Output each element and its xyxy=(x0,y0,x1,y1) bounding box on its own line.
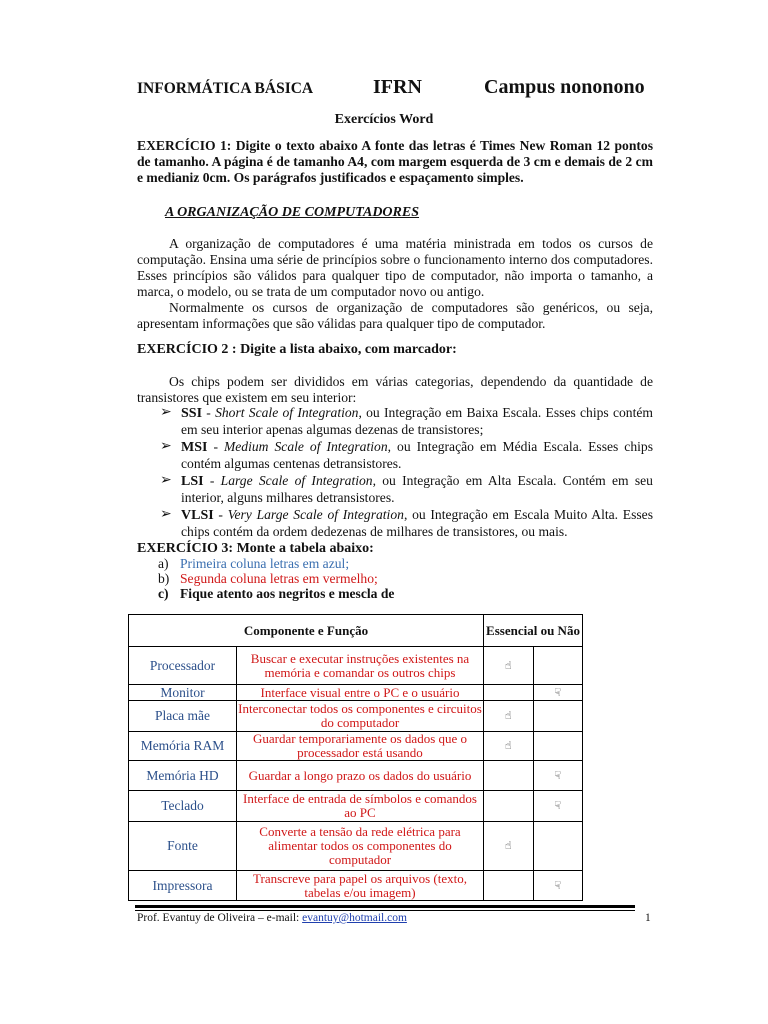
list-marker: a) xyxy=(158,556,169,571)
chip-bullet-item xyxy=(160,473,653,506)
separator: - xyxy=(213,507,228,522)
list-marker: b) xyxy=(158,571,170,586)
separator: - xyxy=(203,473,221,488)
arrow-bullet-icon: ➢ xyxy=(160,472,172,488)
paragraph-1: A organização de computadores é uma matéria ministrada em todos os cursos de computação. Ensina uma série de princípios sobre o funcionamento interno dos computadores. Esses princípios são válidos para qualquer tipo de computador, não importa o tamanho, a marca, o modelo, ou se trata de um computador novo ou antigo. xyxy=(137,236,653,299)
component-function: Interconectar todos os componentes e circuitos do computador xyxy=(238,701,482,730)
component-name: Impressora xyxy=(129,871,237,901)
table-row xyxy=(129,791,583,822)
essential-no-icon: ☟ xyxy=(533,761,583,791)
chip-description: , ou Integração em Média Escala. Esses chips contém algumas centenas detransistores. xyxy=(181,439,653,471)
footer-rule-thick xyxy=(135,905,635,908)
exercise3-list-item xyxy=(158,586,394,601)
campus-name: Campus nononono xyxy=(484,76,645,98)
table-header-row xyxy=(129,615,583,647)
component-name: Teclado xyxy=(129,791,237,822)
essential-yes-icon: ☝ xyxy=(484,732,534,761)
component-function: Interface de entrada de símbolos e comandos ao PC xyxy=(237,791,484,822)
page-subtitle: Exercícios Word xyxy=(334,112,434,127)
footer-rule-thin xyxy=(135,910,635,911)
essential-yes-icon xyxy=(484,761,534,791)
chip-bullet-item xyxy=(160,405,653,438)
chip-bullet-list xyxy=(160,405,653,541)
list-item-text: Fique atento aos negritos e mescla de xyxy=(180,586,395,601)
separator: - xyxy=(207,439,224,454)
essential-yes-icon xyxy=(484,871,534,901)
table-row xyxy=(129,761,583,791)
component-function: Transcreve para papel os arquivos (texto, tabelas e/ou imagem) xyxy=(237,871,484,901)
chip-description: , ou Integração em Baixa Escala. Esses chips contém em seu interior apenas algumas dezenas de transistores; xyxy=(181,405,653,437)
component-name: Fonte xyxy=(129,822,237,871)
table-row xyxy=(129,732,583,761)
exercise3-list xyxy=(158,556,394,601)
chip-bullet-item xyxy=(160,507,653,540)
chip-code: MSI xyxy=(181,440,208,455)
components-table xyxy=(128,614,583,901)
table-row xyxy=(129,685,583,701)
component-function: Interface visual entre o PC e o usuário xyxy=(237,685,484,701)
table-row xyxy=(129,822,583,871)
table-row xyxy=(129,647,583,685)
list-item-text: Segunda coluna letras em vermelho; xyxy=(180,571,378,586)
exercise3-list-item xyxy=(158,556,394,571)
chip-scale-name: Short Scale of Integration xyxy=(215,405,359,420)
chip-scale-name: Medium Scale of Integration xyxy=(223,439,388,454)
footer-credit xyxy=(137,912,407,924)
essential-no-icon xyxy=(533,822,583,871)
header-essential: Essencial ou Não xyxy=(484,615,583,647)
footer-author: Prof. Evantuy de Oliveira – e-mail: xyxy=(137,912,303,924)
chip-description: , ou Integração em Alta Escala. Contém em seu interior, alguns milhares detransistores. xyxy=(181,473,653,505)
table-row xyxy=(129,871,583,901)
section-title: A ORGANIZAÇÃO DE COMPUTADORES xyxy=(165,205,420,220)
chip-code: VLSI xyxy=(181,508,214,523)
chip-scale-name: Large Scale of Integration xyxy=(220,473,373,488)
component-name: Placa mãe xyxy=(129,701,237,732)
essential-yes-icon: ☝ xyxy=(484,701,534,732)
arrow-bullet-icon: ➢ xyxy=(160,438,172,454)
chips-intro: Os chips podem ser divididos em várias categorias, dependendo da quantidade de transistores que existem em seu interior: xyxy=(137,374,653,405)
document-header xyxy=(137,76,657,102)
essential-no-icon: ☟ xyxy=(533,685,583,701)
essential-no-icon xyxy=(533,701,583,732)
component-function: Guardar temporariamente os dados que o processador está usando xyxy=(237,732,484,761)
essential-no-icon xyxy=(533,647,583,685)
essential-yes-icon: ☝ xyxy=(484,822,534,871)
footer-email-link[interactable]: evantuy@hotmail.com xyxy=(302,912,407,924)
component-name: Memória RAM xyxy=(129,732,237,761)
chip-scale-name: Very Large Scale of Integration xyxy=(227,507,404,522)
course-title: INFORMÁTICA BÁSICA xyxy=(137,80,314,97)
essential-yes-icon: ☝ xyxy=(484,647,534,685)
list-marker: c) xyxy=(158,586,169,601)
component-name: Memória HD xyxy=(129,761,237,791)
list-item-text: Primeira coluna letras em azul; xyxy=(180,556,350,571)
table-row xyxy=(129,701,583,732)
chip-description: , ou Integração em Escala Muito Alta. Esses chips contém da ordem dedezenas de milhares de transistores, ou mais. xyxy=(181,507,653,539)
page-number: 1 xyxy=(645,912,651,924)
header-component: Componente e Função xyxy=(129,615,484,647)
arrow-bullet-icon: ➢ xyxy=(160,404,172,420)
exercise1-body xyxy=(137,236,653,332)
chip-code: SSI xyxy=(181,406,203,421)
exercise1-instructions: EXERCÍCIO 1: Digite o texto abaixo A fonte das letras é Times New Roman 12 pontos de tamanho. A página é de tamanho A4, com margem esquerda de 3 cm e demais de 2 cm e medianiz 0cm. Os parágrafos justificados e espaçamento simples. xyxy=(137,138,653,185)
component-name: Processador xyxy=(129,647,237,685)
chip-bullet-item xyxy=(160,439,653,472)
component-name: Monitor xyxy=(129,685,237,701)
essential-yes-icon xyxy=(484,791,534,822)
essential-no-icon: ☟ xyxy=(533,871,583,901)
arrow-bullet-icon: ➢ xyxy=(160,506,172,522)
component-function: Buscar e executar instruções existentes na memória e comandar os outros chips xyxy=(237,647,484,685)
essential-no-icon xyxy=(533,732,583,761)
paragraph-2: Normalmente os cursos de organização de computadores são genéricos, ou seja, apresentam informações que são válidas para qualquer tipo de computador. xyxy=(137,300,653,331)
exercise3-title: EXERCÍCIO 3: Monte a tabela abaixo: xyxy=(137,541,374,556)
exercise2-title: EXERCÍCIO 2 : Digite a lista abaixo, com marcador: xyxy=(137,342,457,357)
separator: - xyxy=(202,405,216,420)
chip-code: LSI xyxy=(181,474,204,489)
exercise3-list-item xyxy=(158,571,394,586)
institution-name: IFRN xyxy=(373,76,422,98)
essential-yes-icon xyxy=(484,685,534,701)
essential-no-icon: ☟ xyxy=(533,791,583,822)
component-function: Converte a tensão da rede elétrica para alimentar todos os componentes do computador xyxy=(237,822,484,871)
component-function: Guardar a longo prazo os dados do usuário xyxy=(237,761,484,791)
